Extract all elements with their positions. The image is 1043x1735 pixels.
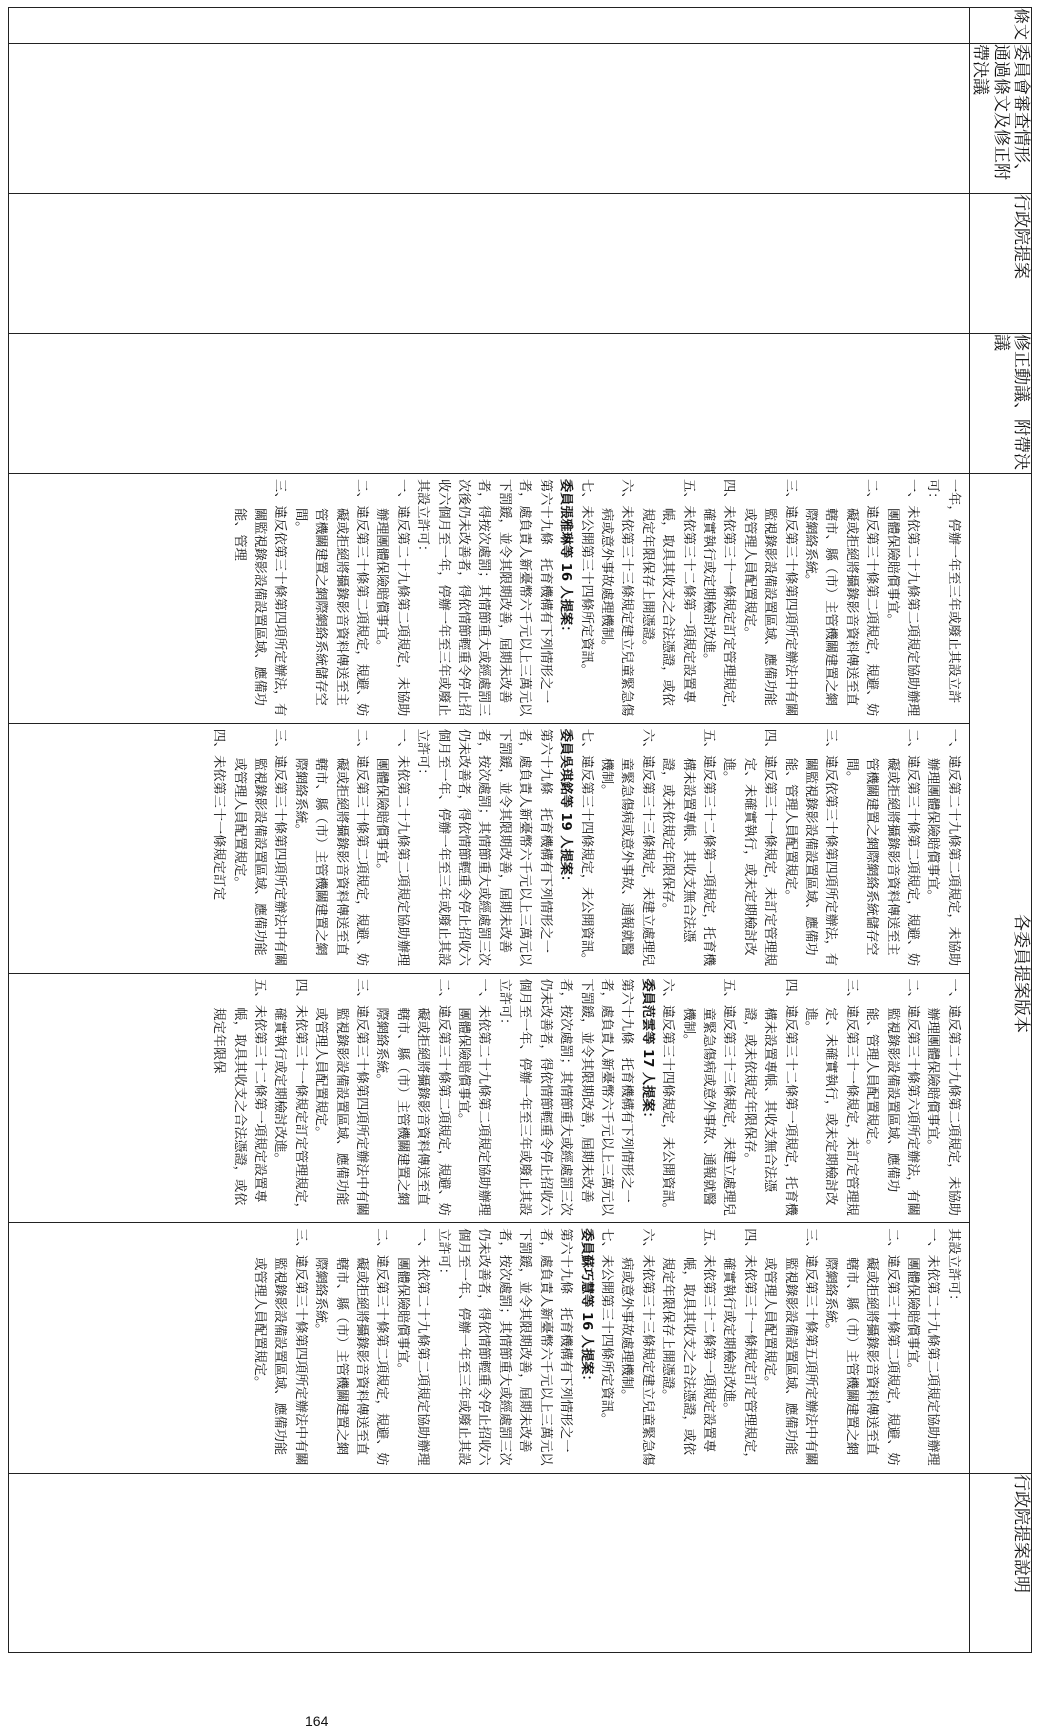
proposal-paragraph: 二、違反第三十條第二項規定，規避、妨礙或拒絕將攝錄影音資料傳送至主管機關建置之網際網絡系統儲存空間。 <box>292 479 370 717</box>
proposal-paragraph: 四、未依第三十一條規定訂定管理規定，確實執行或定期檢討改進。 <box>272 978 308 1216</box>
proposal-paragraph: 四、未依第三十一條規定訂定 <box>211 728 227 901</box>
proposal-paragraph: 二、違反第三十條第二項規定，規避、妨礙或拒絕將攝錄影音資料傳送至直轄市、縣（市）主管機關建置之網際網絡系統。 <box>823 1228 900 1466</box>
proposal-paragraph: 其設立許可： <box>945 1228 961 1308</box>
proposal-paragraph: 五、未依第三十二條第一項規定設置專帳，取具其收支之合法憑證，或依規定年限保存上開憑證。 <box>660 1228 716 1456</box>
proposal-paragraph: 四、未依第三十一條規定訂定管理規定，確實執行或定期檢討改進。 <box>721 1228 757 1466</box>
proposal-paragraph: 三、違反第三十條第四項所定辦法中有關監視錄影設備設置區域、應備功能或管理人員配置規定。 <box>313 978 370 1216</box>
header-executive-proposal: 行政院提案 <box>969 194 1031 334</box>
proposal-column-1 <box>9 474 969 724</box>
proposal-paragraph: 第六十九條 托育機構有下列情形之一者，處負責人新臺幣六千元以上三萬元以下罰鍰，並令其限期改善，屆期未改善者，按次處罰；其情節重大或經處罰三次仍未改善者，得依情節輕重令停止招收六個月至一年、停辦一年至三年或廢止其設立許可： <box>415 728 553 967</box>
proposal-paragraph: 七、未公開第三十四條所定資訊。 <box>578 479 594 677</box>
proposal-paragraph: 一、違反第二十九條第二項規定，未協助辦理團體保險賠償事宜。 <box>925 728 961 967</box>
cell-member-proposals <box>8 474 969 1474</box>
proposal-paragraph: 六、違反第三十四條規定，未公開資訊。 <box>660 978 676 1216</box>
proposal-heading: 委員范雲等 17 人提案： <box>639 978 655 1125</box>
proposal-paragraph: 一年，停辦一年至三年或廢止其設立許可： <box>925 479 961 704</box>
proposal-paragraph: 七、未公開第三十四條所定資訊。 <box>598 1228 614 1427</box>
proposal-paragraph: 三、違反第三十條第五項所定辦法中有關監視錄影設備設置區域、應備功能或管理人員配置規定。 <box>762 1228 818 1466</box>
header-row <box>969 8 1031 1653</box>
proposal-paragraph: 一、違反第二十九條第二項規定，未協助辦理團體保險賠償事宜。 <box>374 479 410 717</box>
proposal-paragraph: 四、違反第三十一條規定，未訂定管理規定、未確實執行，或未定期檢討改進。 <box>721 728 778 967</box>
header-member-proposals: 各委員提案版本 <box>969 474 1031 1474</box>
page-number: 164 <box>305 1713 329 1729</box>
proposal-paragraph: 二、違反第三十條第二項規定，規避、妨礙或拒絕將攝錄影音資料傳送至直轄市、縣（市）主管機關建置之網際網絡系統。 <box>374 978 451 1216</box>
proposal-paragraph: 一、未依第二十九條第二項規定協助辦理團體保險賠償事宜。 <box>884 479 921 717</box>
header-amendment-motion: 修正動議、附帶決議 <box>969 334 1031 474</box>
proposal-paragraph: 一、違反第二十九條第二項規定，未協助辦理團體保險賠償事宜。 <box>925 978 961 1216</box>
proposal-paragraph: 第六十九條 托育機構有下列情形之一者，處負責人新臺幣六千元以上三萬元以下罰鍰，並令其限期改善，屆期未改善者，按次處罰；其情節重大或經處罰三次仍未改善者，得依情節輕重令停止招收六個月至一年、停辦一年至三年或廢止其設立許可： <box>435 1228 574 1466</box>
proposal-paragraph: 二、違反第三十條第二項規定，規避、妨礙或拒絕將攝錄影音資料傳送至主管機關建置之網際網絡系統儲存空間。 <box>843 728 921 967</box>
proposal-paragraph: 三、違反第三十條第四項所定辦法中有關監視錄影設備設置區域、應備功能或管理人員配置規定。 <box>252 1228 308 1466</box>
header-committee-review: 委員會審查情形、通過條文及修正附帶決議 <box>969 44 1031 194</box>
proposal-paragraph: 六、違反第三十三條規定，未建立處理兒童緊急傷病或意外事故、通報就醫機制。 <box>598 728 655 967</box>
header-executive-explanation: 行政院提案說明 <box>969 1474 1031 1653</box>
cell-executive-proposal <box>8 194 969 334</box>
comparison-table <box>8 7 1032 1653</box>
proposal-paragraph: 五、未依第三十二條第一項規定設置專帳，取具其收支之合法憑證，或依規定年限保存上開憑證。 <box>639 479 696 706</box>
proposal-paragraph: 六、未依第三十三條規定建立兒童緊急傷病或意外事故處理機制。 <box>619 1228 655 1466</box>
proposal-paragraph: 二、違反第三十條第二項規定，規避、妨礙或拒絕將攝錄影音資料傳送至直轄市、縣（市）主管機關建置之網際網絡系統。 <box>802 479 880 717</box>
proposal-column-2 <box>9 724 969 974</box>
proposal-paragraph: 一、未依第二十九條第二項規定協助辦理團體保險賠償事宜。 <box>394 1228 431 1466</box>
proposal-paragraph: 一、未依第二十九條第二項規定協助辦理團體保險賠償事宜。 <box>456 978 492 1216</box>
proposal-paragraph: 二、違反第三十條第六項所定辦法，有關監視錄影設備設置區域、應備功能、管理人員配置規定。 <box>864 978 921 1216</box>
proposal-paragraph: 第六十九條 托育機構有下列情形之一者，處負責人新臺幣六千元以上三萬元以下罰鍰，並令其限期改善，屆期未改善者，按次處罰；其情節重大或經處罰三次仍未改善者，得依情節輕重令停止招收六個月至一年、停辦一年至三年或廢止其設立許可： <box>496 978 635 1216</box>
proposal-paragraph: 五、違反第三十二條第一項規定，托育機構未設置專帳、其收支無合法憑證，或未依規定年限保存。 <box>660 728 716 967</box>
proposal-column-4 <box>9 1223 969 1473</box>
proposal-paragraph: 七、違反第三十四條規定，未公開資訊。 <box>578 728 594 967</box>
proposal-paragraph: 一、未依第二十九條第二項規定協助辦理團體保險賠償事宜。 <box>905 1228 941 1466</box>
proposal-paragraph: 三、違反第三十條第四項所定辦法中有關監視錄影設備設置區域、應備功能或管理人員配置規定。 <box>741 479 798 717</box>
proposal-paragraph: 五、違反第三十三條規定，未建立處理兒童緊急傷病或意外事故、通報就醫機制。 <box>680 978 737 1216</box>
body-row <box>8 8 969 1653</box>
proposal-heading: 委員蘇巧慧等 16 人提案： <box>578 1228 594 1388</box>
proposal-paragraph: 三、違反依第三十條第四項所定辦法，有關監視錄影設備設置區域、應備功能、管理人員配置規定。 <box>782 728 839 967</box>
proposal-paragraph: 三、違反第三十條第四項所定辦法中有關監視錄影設備設置區域、應備功能或管理人員配置規定。 <box>231 728 288 967</box>
proposal-paragraph: 五、未依第三十二條第一項規定設置專帳，取具其收支之合法憑證，或依規定年限保 <box>211 978 268 1206</box>
proposal-paragraph: 一、未依第二十九條第二項規定協助辦理團體保險賠償事宜。 <box>374 728 410 967</box>
cell-amendment-motion <box>8 334 969 474</box>
cell-article <box>8 8 969 44</box>
proposal-paragraph: 六、未依第三十三條規定建立兒童緊急傷病或意外事故處理機制。 <box>598 479 635 717</box>
proposal-paragraph: 二、違反第三十條第二項規定，規避、妨礙或拒絕將攝錄影音資料傳送至直轄市、縣（市）主管機關建置之網際網絡系統。 <box>313 1228 390 1466</box>
cell-executive-explanation <box>8 1474 969 1653</box>
proposal-column-3 <box>9 974 969 1224</box>
proposal-paragraph: 三、違反依第三十條第四項所定辦法，有關監視錄影設備設置區域、應備功能、管理 <box>231 479 288 717</box>
proposal-paragraph: 二、違反第三十條第二項規定，規避、妨礙或拒絕將攝錄影音資料傳送至直轄市、縣（市）主管機關建置之網際網絡系統。 <box>292 728 370 967</box>
header-article: 條文 <box>969 8 1031 44</box>
proposal-paragraph: 四、未依第三十一條規定訂定管理規定，確實執行或定期檢討改進。 <box>700 479 737 717</box>
proposal-paragraph: 四、違反第三十二條第一項規定，托育機構未設置專帳、其收支無合法憑證，或未依規定年限保存。 <box>741 978 798 1216</box>
proposal-paragraph: 第六十九條 托育機構有下列情形之一者，處負責人新臺幣六千元以上三萬元以下罰鍰，並令其限期改善，屆期未改善者，得按次處罰；其情節重大或經處罰三次後仍未改善者，得依情節輕重令停止招收六個月至一年，停辦一年至三年或廢止其設立許可： <box>415 479 553 717</box>
cell-committee-review <box>8 44 969 194</box>
rotated-page <box>27 7 1032 1652</box>
proposal-heading: 委員吳琪銘等 19 人提案： <box>558 728 574 889</box>
proposal-paragraph: 三、違反第三十一條規定，未訂定管理規定、未確實執行，或未定期檢討改進。 <box>802 978 859 1216</box>
proposal-heading: 委員張雅琳等 16 人提案： <box>558 479 574 639</box>
